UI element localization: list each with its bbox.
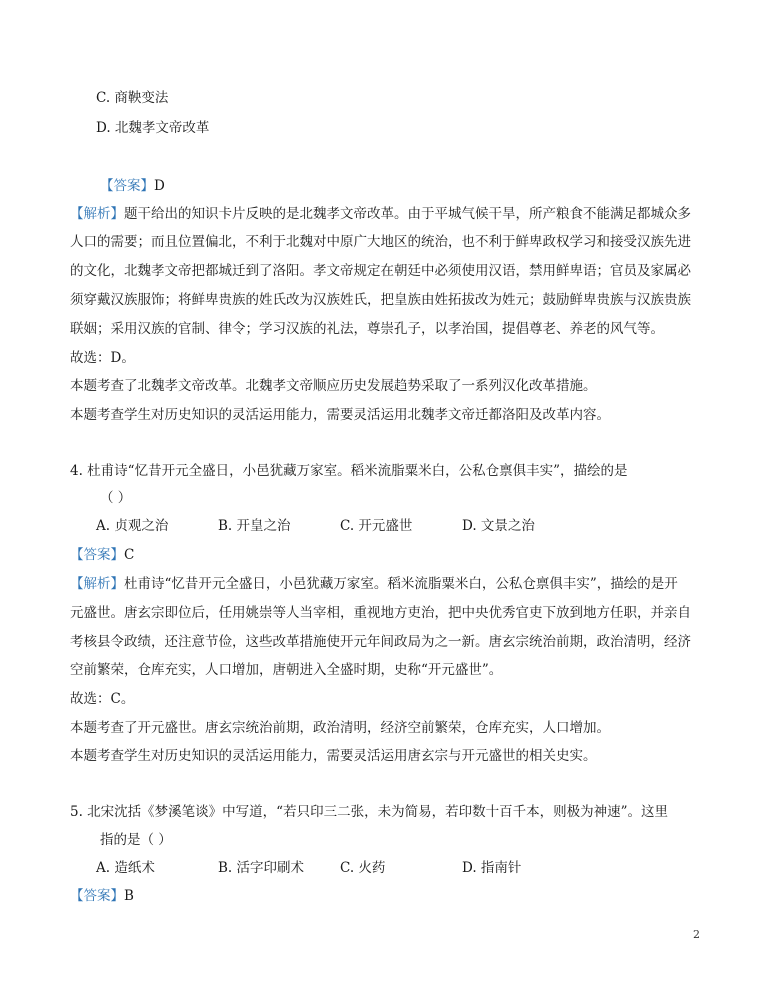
q3-choice: 故选：D。 (70, 350, 135, 366)
page-number: 2 (693, 928, 700, 941)
answer-value: C (124, 547, 135, 563)
q5-option-b: B. 活字印刷术 (218, 860, 305, 876)
q3-summary-1: 本题考查了北魏孝文帝改革。北魏孝文帝顺应历史发展趋势采取了一系列汉化改革措施。 (70, 378, 597, 394)
q3-analysis-line-1 (70, 204, 691, 224)
answer-tag: 【答案】 (70, 547, 124, 563)
q4-option-d: D. 文景之治 (462, 518, 535, 534)
q3-analysis-line-3: 的文化，北魏孝文帝把都城迁到了洛阳。孝文帝规定在朝廷中必须使用汉语，禁用鲜卑语；官员及家属必 (70, 263, 691, 279)
q3-option-c: C. 商鞅变法 (96, 90, 169, 106)
q4-analysis-line-3: 考核县令政绩，还注意节俭，这些改革措施使开元年间政局为之一新。唐玄宗统治前期，政治清明，经济 (70, 634, 691, 650)
analysis-tag: 【解析】 (70, 576, 124, 592)
answer-value: D (154, 178, 165, 194)
q4-option-a: A. 贞观之治 (96, 518, 169, 534)
answer-tag: 【答案】 (70, 888, 124, 904)
q3-analysis-line-4: 须穿戴汉族服饰；将鲜卑贵族的姓氏改为汉族姓氏，把皇族由姓拓拔改为姓元；鼓励鲜卑贵族与汉族贵族 (70, 292, 691, 308)
q4-option-b: B. 开皇之治 (218, 518, 291, 534)
q3-summary-2: 本题考查学生对历史知识的灵活运用能力，需要灵活运用北魏孝文帝迁都洛阳及改革内容。 (70, 407, 610, 423)
answer-value: B (124, 888, 134, 904)
q5-stem-line-1: 5. 北宋沈括《梦溪笔谈》中写道，“若只印三二张，未为简易，若印数十百千本，则极为神速”。这里 (70, 804, 668, 820)
analysis-text: 杜甫诗“忆昔开元全盛日，小邑犹藏万家室。稻米流脂粟米白，公私仓禀俱丰实”，描绘的是开 (124, 576, 678, 592)
analysis-tag: 【解析】 (70, 206, 124, 222)
q4-analysis-line-2: 元盛世。唐玄宗即位后，任用姚崇等人当宰相，重视地方吏治，把中央优秀官吏下放到地方任职，并亲自 (70, 605, 691, 621)
q4-summary-1: 本题考查了开元盛世。唐玄宗统治前期，政治清明，经济空前繁荣，仓库充实，人口增加。 (70, 720, 610, 736)
analysis-text: 题干给出的知识卡片反映的是北魏孝文帝改革。由于平城气候干旱，所产粮食不能满足都城众多 (124, 206, 691, 222)
q4-summary-2: 本题考查学生对历史知识的灵活运用能力，需要灵活运用唐玄宗与开元盛世的相关史实。 (70, 748, 597, 764)
q3-analysis-line-2: 人口的需要；而且位置偏北，不利于北魏对中原广大地区的统治，也不利于鲜卑政权学习和接受汉族先进 (70, 234, 691, 250)
q3-option-d: D. 北魏孝文帝改革 (96, 120, 210, 136)
q4-stem-line-1: 4. 杜甫诗“忆昔开元全盛日，小邑犹藏万家室。稻米流脂粟米白，公私仓禀俱丰实”，描绘的是 (70, 463, 628, 479)
q5-answer (70, 886, 134, 906)
q5-option-d: D. 指南针 (462, 860, 522, 876)
q5-option-a: A. 造纸术 (96, 860, 155, 876)
q5-option-c: C. 火药 (340, 860, 386, 876)
answer-tag: 【答案】 (100, 178, 154, 194)
q3-analysis-line-5: 联姻；采用汉族的官制、律令；学习汉族的礼法，尊崇孔子，以孝治国，提倡尊老、养老的风气等。 (70, 321, 664, 337)
q5-stem-line-2: 指的是（ ） (100, 832, 172, 848)
q4-analysis-line-4: 空前繁荣，仓库充实，人口增加，唐朝进入全盛时期，史称“开元盛世”。 (70, 662, 503, 678)
q4-option-c: C. 开元盛世 (340, 518, 413, 534)
q4-answer (70, 545, 134, 565)
q4-analysis-line-1 (70, 574, 678, 594)
q4-stem-line-2: （ ） (100, 490, 132, 506)
q3-answer (100, 176, 165, 196)
q4-choice: 故选：C。 (70, 691, 135, 707)
